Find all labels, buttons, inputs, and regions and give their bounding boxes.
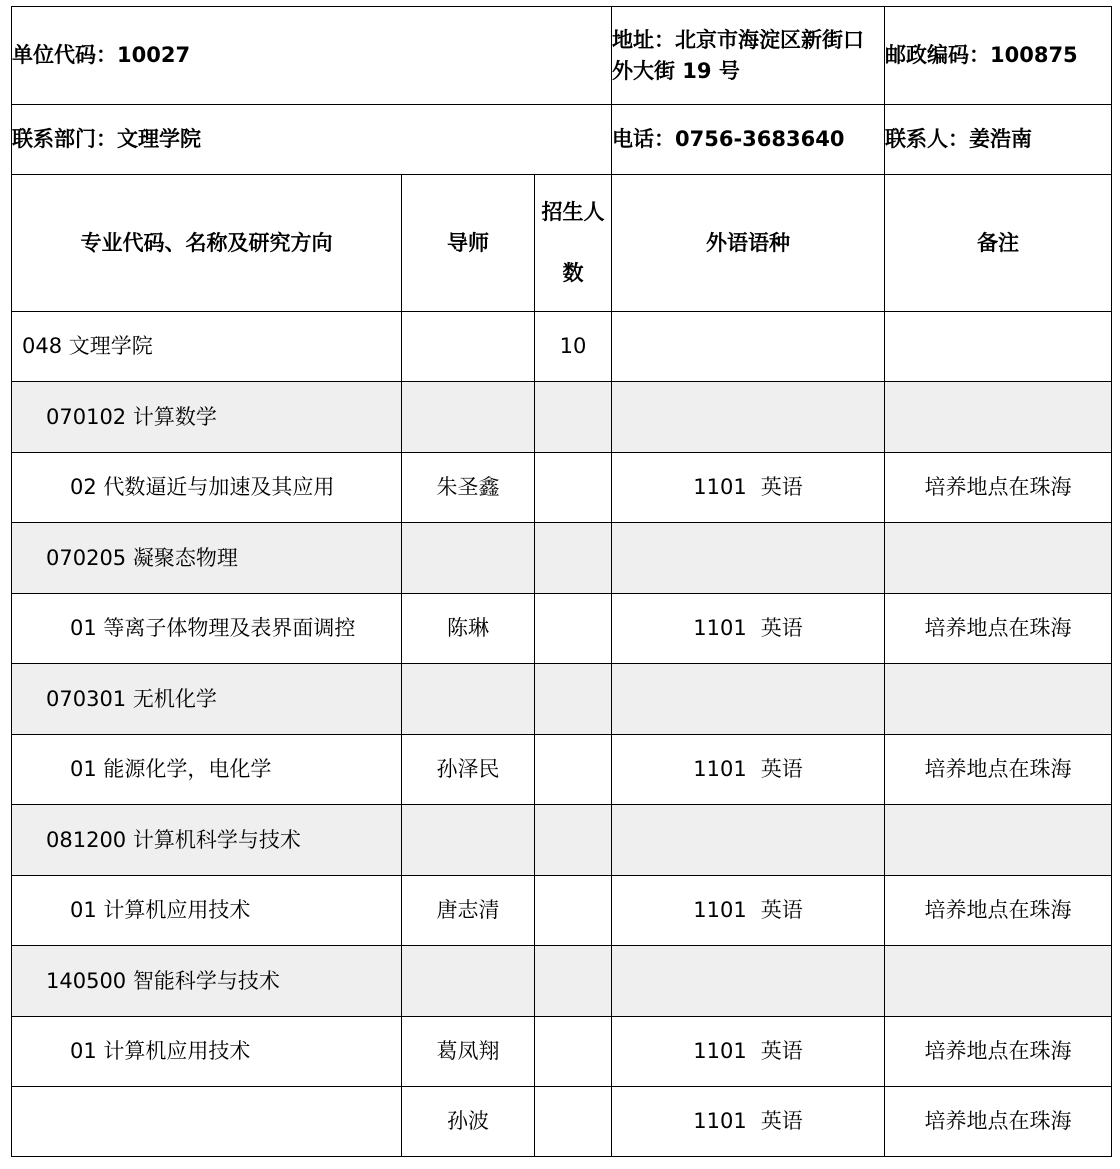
school-enroll: 10 — [535, 312, 612, 382]
table-body — [12, 382, 1112, 1157]
empty-cell — [535, 523, 612, 594]
major-row — [12, 523, 1112, 594]
language-name: 英语 — [760, 898, 803, 923]
empty-cell — [535, 735, 612, 805]
direction-row — [12, 1017, 1112, 1087]
direction-label: 01 等离子体物理及表界面调控 — [12, 594, 402, 664]
direction-label: 01 能源化学，电化学 — [12, 735, 402, 805]
remark-text: 培养地点在珠海 — [885, 453, 1112, 523]
direction-row — [12, 594, 1112, 664]
col-remark-header: 备注 — [885, 175, 1112, 312]
language-name: 英语 — [760, 1109, 803, 1134]
language-cell — [612, 1087, 885, 1157]
direction-row — [12, 876, 1112, 946]
advisor-name: 孙波 — [402, 1087, 535, 1157]
advisor-name: 葛凤翔 — [402, 1017, 535, 1087]
language-name: 英语 — [760, 1039, 803, 1064]
language-name: 英语 — [760, 475, 803, 500]
direction-row — [12, 735, 1112, 805]
empty-cell — [535, 453, 612, 523]
language-cell — [612, 1017, 885, 1087]
empty-cell — [535, 876, 612, 946]
language-code: 1101 — [693, 475, 747, 500]
direction-label: 01 计算机应用技术 — [12, 876, 402, 946]
admissions-table — [11, 6, 1112, 1157]
major-label: 081200 计算机科学与技术 — [12, 805, 402, 876]
empty-cell — [885, 312, 1112, 382]
major-label: 140500 智能科学与技术 — [12, 946, 402, 1017]
major-row — [12, 946, 1112, 1017]
direction-label — [12, 1087, 402, 1157]
language-code: 1101 — [693, 1039, 747, 1064]
empty-cell — [402, 946, 535, 1017]
language-code: 1101 — [693, 616, 747, 641]
empty-cell — [612, 664, 885, 735]
direction-row — [12, 453, 1112, 523]
empty-cell — [885, 523, 1112, 594]
empty-cell — [535, 1087, 612, 1157]
col-advisor-header: 导师 — [402, 175, 535, 312]
contact: 联系人：姜浩南 — [885, 105, 1112, 175]
column-header-row — [12, 175, 1112, 312]
postal-code: 邮政编码：100875 — [885, 7, 1112, 105]
phone: 电话：0756-3683640 — [612, 105, 885, 175]
language-code: 1101 — [693, 757, 747, 782]
advisor-name: 陈琳 — [402, 594, 535, 664]
advisor-name: 孙泽民 — [402, 735, 535, 805]
col-language-header: 外语语种 — [612, 175, 885, 312]
direction-row — [12, 1087, 1112, 1157]
empty-cell — [402, 805, 535, 876]
major-label: 070102 计算数学 — [12, 382, 402, 453]
empty-cell — [402, 664, 535, 735]
empty-cell — [612, 805, 885, 876]
empty-cell — [535, 946, 612, 1017]
empty-cell — [612, 946, 885, 1017]
empty-cell — [535, 1017, 612, 1087]
empty-cell — [535, 805, 612, 876]
empty-cell — [535, 664, 612, 735]
empty-cell — [612, 312, 885, 382]
direction-label: 01 计算机应用技术 — [12, 1017, 402, 1087]
language-cell — [612, 876, 885, 946]
remark-text: 培养地点在珠海 — [885, 876, 1112, 946]
remark-text: 培养地点在珠海 — [885, 594, 1112, 664]
language-code: 1101 — [693, 898, 747, 923]
empty-cell — [885, 664, 1112, 735]
empty-cell — [885, 805, 1112, 876]
remark-text: 培养地点在珠海 — [885, 735, 1112, 805]
language-name: 英语 — [760, 616, 803, 641]
address: 地址：北京市海淀区新街口外大街 19 号 — [612, 7, 885, 105]
col-major-header: 专业代码、名称及研究方向 — [12, 175, 402, 312]
empty-cell — [535, 594, 612, 664]
empty-cell — [612, 523, 885, 594]
language-cell — [612, 735, 885, 805]
empty-cell — [535, 382, 612, 453]
advisor-name: 唐志清 — [402, 876, 535, 946]
language-code: 1101 — [693, 1109, 747, 1134]
major-row — [12, 664, 1112, 735]
empty-cell — [885, 382, 1112, 453]
empty-cell — [612, 382, 885, 453]
empty-cell — [402, 523, 535, 594]
remark-text: 培养地点在珠海 — [885, 1017, 1112, 1087]
advisor-name: 朱圣鑫 — [402, 453, 535, 523]
col-enroll-header: 招生人数 — [535, 175, 612, 312]
major-row — [12, 805, 1112, 876]
header-row-1 — [12, 7, 1112, 105]
empty-cell — [402, 312, 535, 382]
unit-code: 单位代码：10027 — [12, 7, 612, 105]
empty-cell — [885, 946, 1112, 1017]
school-row — [12, 312, 1112, 382]
major-row — [12, 382, 1112, 453]
language-name: 英语 — [760, 757, 803, 782]
language-cell — [612, 594, 885, 664]
remark-text: 培养地点在珠海 — [885, 1087, 1112, 1157]
department: 联系部门：文理学院 — [12, 105, 612, 175]
language-cell — [612, 453, 885, 523]
empty-cell — [402, 382, 535, 453]
major-label: 070301 无机化学 — [12, 664, 402, 735]
header-row-2 — [12, 105, 1112, 175]
major-label: 070205 凝聚态物理 — [12, 523, 402, 594]
school-label: 048 文理学院 — [12, 312, 402, 382]
direction-label: 02 代数逼近与加速及其应用 — [12, 453, 402, 523]
